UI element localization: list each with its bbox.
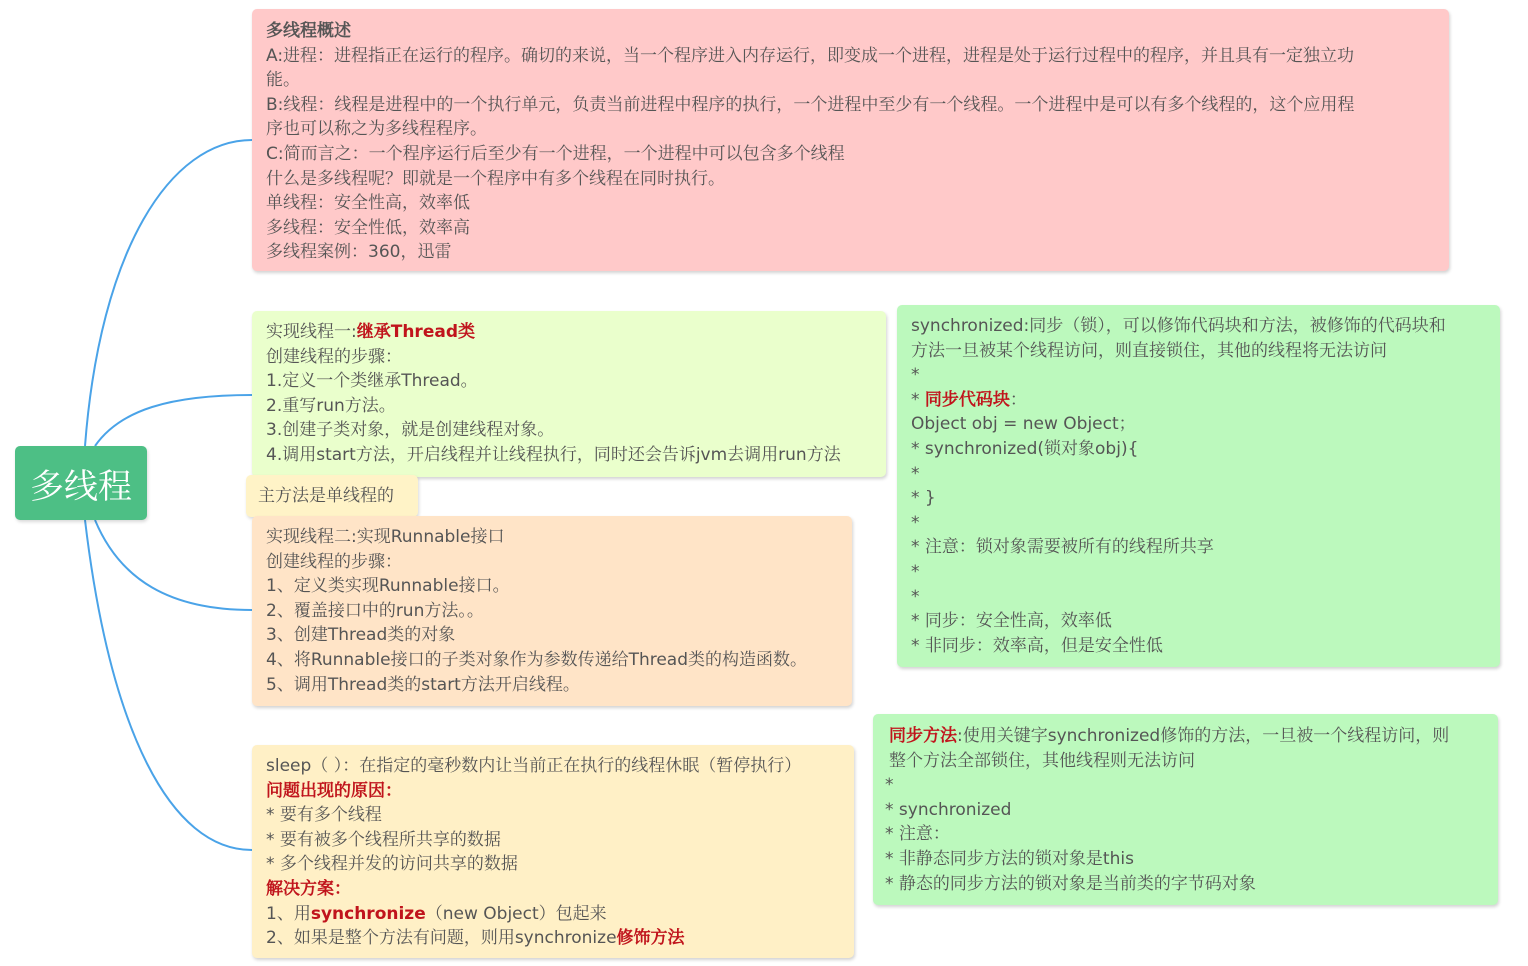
overview-line: 能。 bbox=[266, 70, 300, 91]
problem-item: * 要有被多个线程所共享的数据 bbox=[266, 829, 501, 850]
sync-block-line: * } bbox=[911, 488, 936, 509]
solution-2-highlight: 修饰方法 bbox=[616, 928, 685, 949]
problem-item: * 多个线程并发的访问共享的数据 bbox=[266, 854, 518, 875]
sync-block-heading-prefix: * bbox=[911, 389, 925, 410]
thread-one-title-highlight: 继承Thread类 bbox=[356, 322, 475, 342]
solution-item-1 bbox=[266, 902, 840, 927]
sync-block-heading bbox=[911, 388, 1486, 413]
overview-line: 单线程：安全性高，效率低 bbox=[266, 193, 470, 214]
sync-block-line: Object obj = new Object； bbox=[911, 414, 1136, 435]
sync-block-line: * bbox=[911, 365, 920, 386]
solution-item-2 bbox=[266, 926, 840, 951]
sync-method-line: * 注意： bbox=[885, 824, 950, 845]
overview-line: C:简而言之：一个程序运行后至少有一个进程，一个进程中可以包含多个线程 bbox=[266, 143, 845, 164]
overview-node[interactable] bbox=[252, 9, 1449, 271]
main-method-note[interactable] bbox=[246, 475, 418, 517]
problem-title: 问题出现的原因： bbox=[266, 780, 402, 801]
solution-1-suffix: （new Object）包起来 bbox=[425, 903, 607, 924]
thread-two-line: 2、覆盖接口中的run方法。。 bbox=[266, 600, 484, 621]
sync-block-line: * bbox=[911, 512, 920, 533]
thread-one-node[interactable] bbox=[252, 311, 886, 477]
sync-block-line: * bbox=[911, 463, 920, 484]
sync-block-line: * 非同步：效率高，但是安全性低 bbox=[911, 635, 1163, 656]
link-thread-two bbox=[95, 520, 252, 610]
thread-one-line: 3.创建子类对象，就是创建线程对象。 bbox=[266, 420, 555, 441]
thread-one-title bbox=[266, 320, 872, 345]
solution-2-prefix: 2、如果是整个方法有问题，则用synchronize bbox=[266, 928, 617, 949]
sync-block-line: synchronized:同步（锁），可以修饰代码块和方法，被修饰的代码块和 bbox=[911, 316, 1446, 336]
root-label: 多线程 bbox=[30, 466, 132, 507]
thread-two-line: 5、调用Thread类的start方法开启线程。 bbox=[266, 674, 580, 695]
sync-block-node[interactable] bbox=[897, 305, 1500, 667]
sync-block-line: * synchronized(锁对象obj){ bbox=[911, 438, 1139, 459]
sync-method-node[interactable] bbox=[873, 714, 1498, 905]
overview-line: 多线程案例：360，迅雷 bbox=[266, 242, 452, 263]
sleep-node[interactable] bbox=[252, 745, 854, 958]
thread-one-line: 1.定义一个类继承Thread。 bbox=[266, 371, 478, 392]
overview-title: 多线程概述 bbox=[266, 21, 351, 41]
thread-one-line: 2.重写run方法。 bbox=[266, 395, 396, 416]
sync-method-line: * synchronized bbox=[885, 799, 1012, 820]
overview-line: 什么是多线程呢？即就是一个程序中有多个线程在同时执行。 bbox=[266, 168, 725, 189]
thread-two-line: 4、将Runnable接口的子类对象作为参数传递给Thread类的构造函数。 bbox=[266, 649, 808, 670]
sync-block-line: * 同步：安全性高，效率低 bbox=[911, 611, 1112, 632]
solution-1-prefix: 1、用 bbox=[266, 903, 311, 924]
overview-line: A:进程：进程指正在运行的程序。确切的来说，当一个程序进入内存运行，即变成一个进程，进程是处于运行过程中的程序，并且具有一定独立功 bbox=[266, 45, 1355, 66]
main-method-note-label: 主方法是单线程的 bbox=[258, 486, 394, 506]
sync-method-title-rest: :使用关键字synchronized修饰的方法，一旦被一个线程访问，则 bbox=[957, 726, 1450, 746]
root-topic[interactable] bbox=[15, 446, 147, 520]
sync-method-line: * 静态的同步方法的锁对象是当前类的字节码对象 bbox=[885, 873, 1256, 894]
sync-method-title bbox=[889, 724, 1484, 749]
thread-one-line: 4.调用start方法，开启线程并让线程执行，同时还会告诉jvm去调用run方法 bbox=[266, 444, 841, 465]
link-thread-one bbox=[95, 395, 252, 446]
problem-item: * 要有多个线程 bbox=[266, 805, 382, 826]
sync-block-heading-highlight: 同步代码块 bbox=[924, 389, 1010, 410]
thread-one-line: 创建线程的步骤： bbox=[266, 346, 402, 367]
thread-two-node[interactable] bbox=[252, 516, 852, 706]
link-sleep bbox=[85, 520, 252, 850]
solution-1-highlight: synchronize bbox=[310, 903, 426, 924]
sync-method-line: * 非静态同步方法的锁对象是this bbox=[885, 848, 1134, 869]
link-overview bbox=[85, 140, 252, 446]
sleep-line: sleep（ ）：在指定的毫秒数内让当前正在执行的线程休眠（暂停执行） bbox=[266, 756, 802, 776]
sync-block-heading-suffix: ： bbox=[1009, 389, 1027, 410]
thread-two-line: 实现线程二:实现Runnable接口 bbox=[266, 527, 505, 547]
thread-two-line: 创建线程的步骤： bbox=[266, 551, 402, 572]
sync-block-line: 方法一旦被某个线程访问，则直接锁住，其他的线程将无法访问 bbox=[911, 340, 1387, 361]
solution-title: 解决方案： bbox=[266, 878, 351, 899]
overview-line: B:线程：线程是进程中的一个执行单元，负责当前进程中程序的执行，一个进程中至少有一个线程。一个进程中是可以有多个线程的，这个应用程 bbox=[266, 94, 1355, 115]
sync-method-line: * bbox=[885, 775, 894, 796]
sync-block-line: * bbox=[911, 586, 920, 607]
overview-line: 多线程：安全性低，效率高 bbox=[266, 217, 470, 238]
sync-method-line: 整个方法全部锁住，其他线程则无法访问 bbox=[889, 750, 1195, 771]
thread-one-title-prefix: 实现线程一: bbox=[266, 322, 357, 342]
sync-block-line: * 注意：锁对象需要被所有的线程所共享 bbox=[911, 537, 1214, 558]
thread-two-line: 1、定义类实现Runnable接口。 bbox=[266, 576, 510, 597]
sync-method-title-highlight: 同步方法 bbox=[889, 726, 957, 746]
thread-two-line: 3、创建Thread类的对象 bbox=[266, 625, 456, 646]
overview-line: 序也可以称之为多线程程序。 bbox=[266, 119, 487, 140]
sync-block-line: * bbox=[911, 561, 920, 582]
